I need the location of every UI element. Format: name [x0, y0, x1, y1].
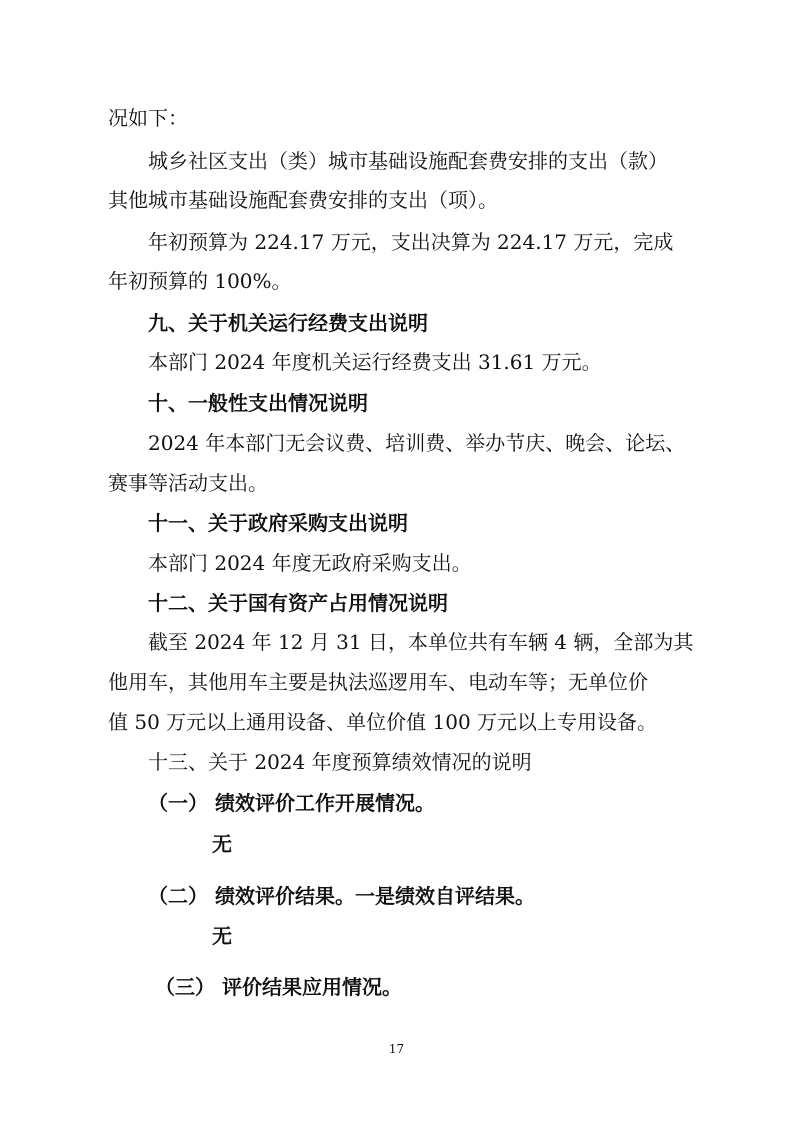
- body-text-line: 截至 2024 年 12 月 31 日，本单位共有车辆 4 辆，全部为其: [148, 630, 694, 654]
- subsection-heading: （三） 评价结果应用情况。: [155, 975, 402, 999]
- body-text-line: 其他城市基础设施配套费安排的支出（项）。: [108, 188, 498, 212]
- body-text-line: 年初预算的 100%。: [108, 269, 292, 293]
- page-number: 17: [388, 1042, 405, 1056]
- section-heading: 十三、关于 2024 年度预算绩效情况的说明: [148, 750, 532, 774]
- body-text-line: 值 50 万元以上通用设备、单位价值 100 万元以上专用设备。: [108, 710, 658, 734]
- section-heading: 九、关于机关运行经费支出说明: [148, 311, 428, 335]
- body-text-line: 年初预算为 224.17 万元，支出决算为 224.17 万元，完成: [148, 230, 674, 254]
- body-text-line: 他用车，其他用车主要是执法巡逻用车、电动车等；无单位价: [108, 670, 648, 694]
- body-text-line: 本部门 2024 年度机关运行经费支出 31.61 万元。: [148, 350, 602, 374]
- body-text-line: 本部门 2024 年度无政府采购支出。: [148, 551, 472, 575]
- section-heading: 十二、关于国有资产占用情况说明: [148, 591, 448, 615]
- body-text-line: 赛事等活动支出。: [108, 471, 268, 495]
- body-text-line: 无: [212, 924, 232, 948]
- section-heading: 十一、关于政府采购支出说明: [148, 511, 408, 535]
- section-heading: 十、一般性支出情况说明: [148, 391, 368, 415]
- body-text-line: 况如下：: [108, 106, 188, 130]
- subsection-heading: （一） 绩效评价工作开展情况。: [148, 791, 435, 815]
- body-text-line: 2024 年本部门无会议费、培训费、举办节庆、晚会、论坛、: [148, 431, 686, 455]
- body-text-line: 城乡社区支出（类）城市基础设施配套费安排的支出（款）: [148, 149, 668, 173]
- body-text-line: 无: [212, 832, 232, 856]
- subsection-heading: （二） 绩效评价结果。一是绩效自评结果。: [148, 884, 535, 908]
